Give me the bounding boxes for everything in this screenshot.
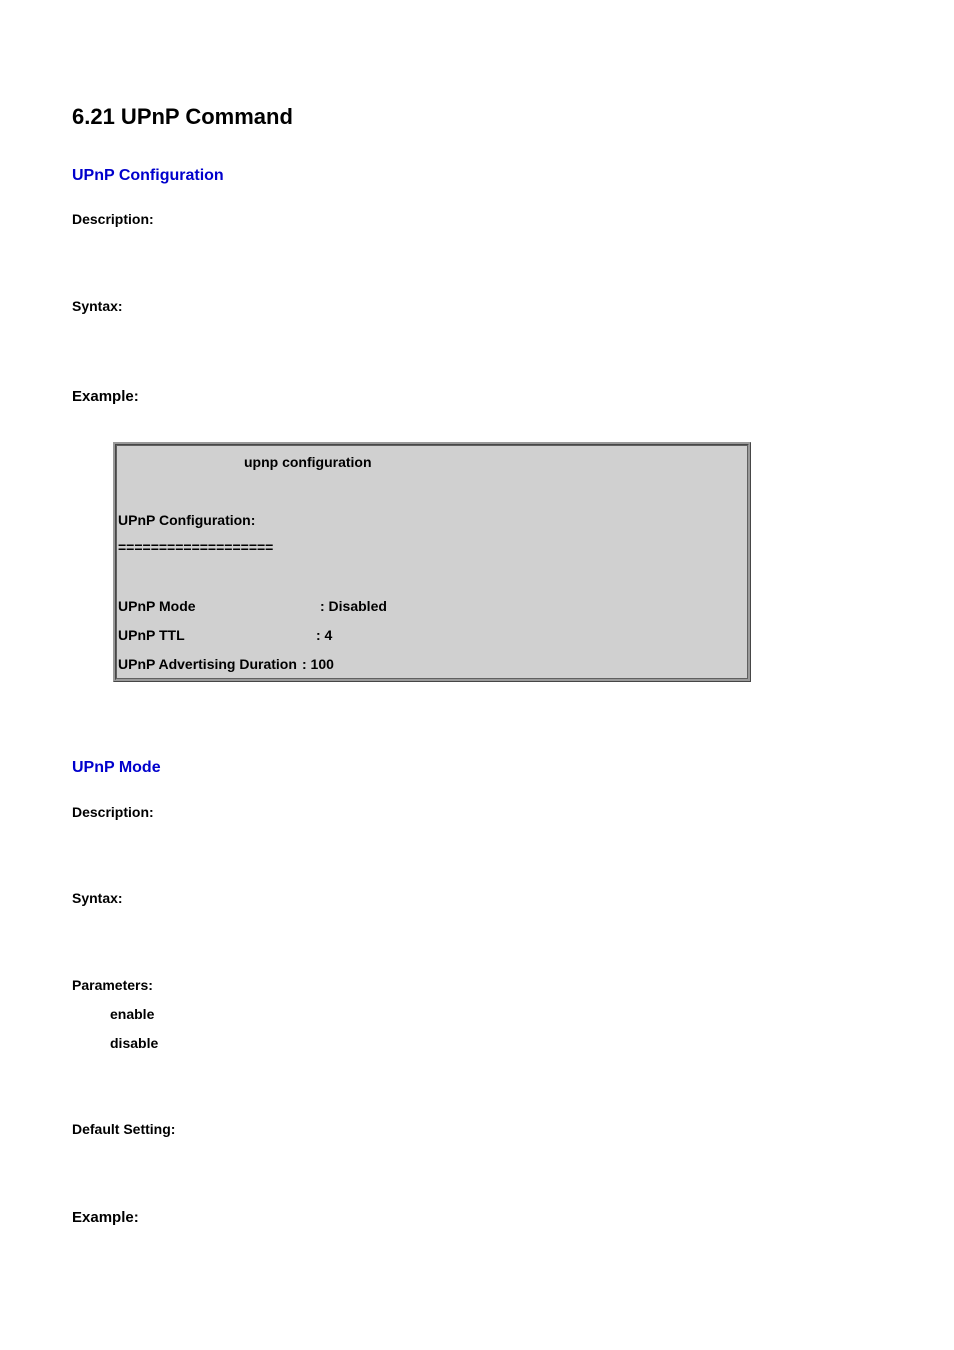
console-row-value: : 100 xyxy=(302,656,334,672)
syntax-label: Syntax: xyxy=(72,890,123,906)
console-row-value: : Disabled xyxy=(320,598,387,614)
console-title: UPnP Configuration: xyxy=(118,512,256,528)
console-row-value: : 4 xyxy=(316,627,333,643)
parameters-label: Parameters: xyxy=(72,977,153,993)
description-label: Description: xyxy=(72,211,154,227)
description-label: Description: xyxy=(72,804,154,820)
console-rule: =================== xyxy=(118,539,274,555)
parameter-item: disable xyxy=(110,1035,159,1051)
upnp-configuration-heading: UPnP Configuration xyxy=(72,167,224,184)
example-label: Example: xyxy=(72,1209,139,1226)
example-label: Example: xyxy=(72,388,139,405)
default-setting-label: Default Setting: xyxy=(72,1121,176,1137)
console-row-key: UPnP TTL xyxy=(118,627,185,643)
upnp-mode-heading: UPnP Mode xyxy=(72,759,161,776)
console-command: upnp configuration xyxy=(244,454,372,470)
syntax-label: Syntax: xyxy=(72,298,123,314)
console-row-key: UPnP Mode xyxy=(118,598,196,614)
section-title: 6.21 UPnP Command xyxy=(72,104,293,129)
console-output-box xyxy=(113,442,751,682)
parameter-item: enable xyxy=(110,1006,155,1022)
console-row-key: UPnP Advertising Duration xyxy=(118,656,297,672)
